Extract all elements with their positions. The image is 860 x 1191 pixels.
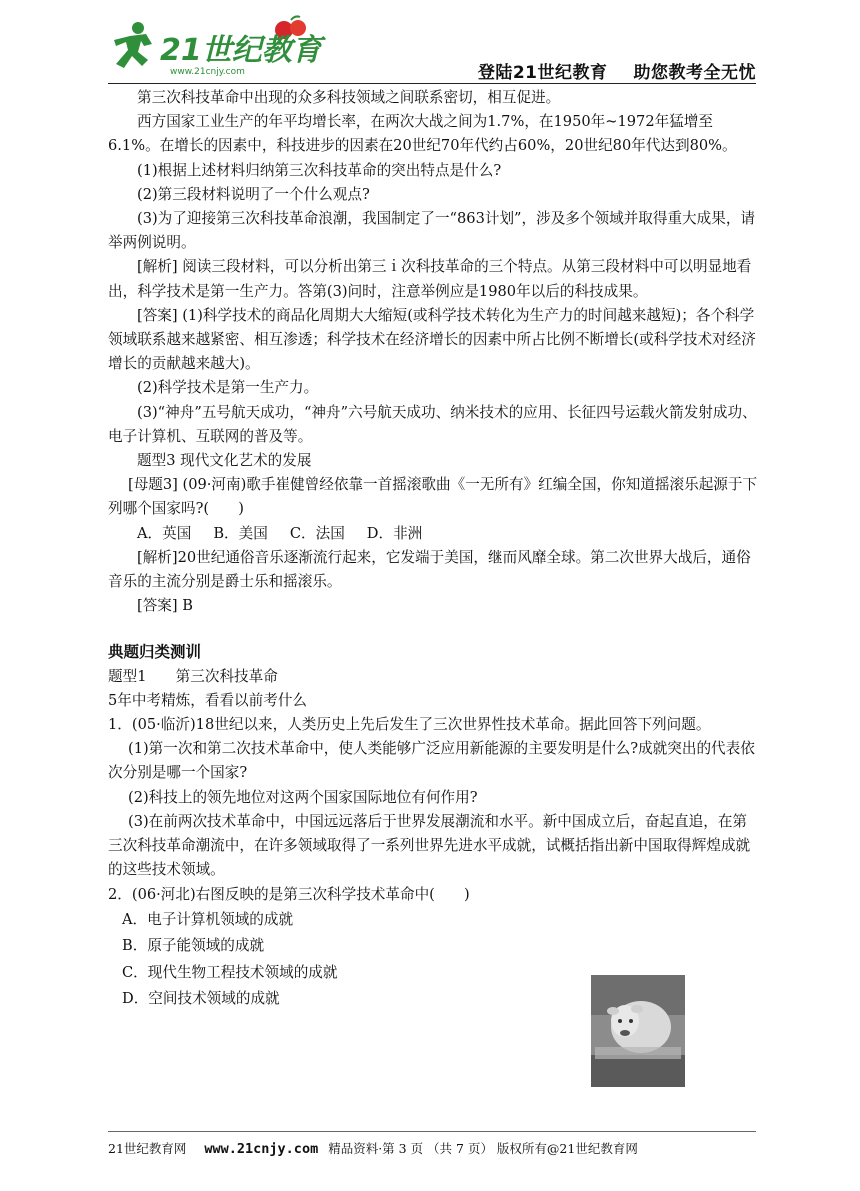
page-footer xyxy=(108,1139,758,1157)
intro-line: 5年中考精炼，看看以前考什么 xyxy=(108,691,308,709)
option-a: A．电子计算机领域的成就 xyxy=(122,910,294,928)
logo-url: www.21cnjy.com xyxy=(170,67,245,77)
paragraph: 第三次科技革命中出现的众多科技领域之间联系密切，相互促进。 xyxy=(137,89,561,106)
analysis: [解析]20世纪通俗音乐逐渐流行起来，它发端于美国，继而风靡全球。第二次世界大战后，通俗音乐的主流分别是爵士乐和摇滚乐。 xyxy=(108,548,751,591)
footer-url[interactable]: www.21cnjy.com xyxy=(204,1141,319,1157)
answer-options xyxy=(108,522,758,546)
answer: (2)科学技术是第一生产力。 xyxy=(137,379,319,397)
footer-info: 精品资料·第 3 页 （共 7 页） 版权所有@21世纪教育网 xyxy=(328,1141,638,1156)
exam-subquestion: (1)第一次和第二次技术革命中，使人类能够广泛应用新能源的主要发明是什么?成就突出的代表依次分别是哪一个国家? xyxy=(108,740,755,782)
option-b: B．原子能领域的成就 xyxy=(122,937,265,955)
question: (2)第三段材料说明了一个什么观点? xyxy=(137,185,370,203)
sheep-photo xyxy=(591,975,685,1087)
option-a: A．英国 xyxy=(137,524,192,542)
option-c: C．现代生物工程技术领域的成就 xyxy=(122,963,338,981)
topic-heading: 题型1 第三次科技革命 xyxy=(108,667,278,685)
logo-text: 21世纪教育 xyxy=(160,33,322,68)
question: (3)为了迎接第三次科技革命浪潮，我国制定了一“863计划”，涉及多个领域并取得重大成果，请举两例说明。 xyxy=(108,210,756,252)
runner-icon xyxy=(114,22,152,68)
question: (1)根据上述材料归纳第三次科技革命的突出特点是什么? xyxy=(137,161,502,179)
answer: (3)“神舟”五号航天成功，“神舟”六号航天成功、纳米技术的应用、长征四号运载火箭发射成功、电子计算机、互联网的普及等。 xyxy=(108,403,757,445)
option-b: B．美国 xyxy=(213,524,268,542)
footer-site: 21世纪教育网 xyxy=(108,1141,187,1156)
header-slogan xyxy=(452,58,756,83)
slogan-login: 登陆21世纪教育 xyxy=(477,63,608,83)
option-d: D．空间技术领域的成就 xyxy=(122,990,280,1008)
header-divider xyxy=(108,83,756,84)
analysis: [解析] 阅读三段材料，可以分析出第三ｉ次科技革命的三个特点。从第三段材料中可以明显地看出，科学技术是第一生产力。答第(3)问时，注意举例应是1980年以后的科技成果。 xyxy=(108,258,752,300)
exam-subquestion: (3)在前两次技术革命中，中国远远落后于世界发展潮流和水平。新中国成立后，奋起直追，在第三次科技革命潮流中，在许多领域取得了一系列世界先进水平成就，试概括指出新中国取得辉煌成就的这些技术领域。 xyxy=(108,812,751,879)
site-logo xyxy=(108,14,338,80)
topic-heading: 题型3 现代文化艺术的发展 xyxy=(137,452,312,470)
document-body xyxy=(108,86,758,1013)
footer-divider xyxy=(108,1131,756,1132)
option-c: C．法国 xyxy=(289,524,345,542)
slogan-help: 助您教考全无忧 xyxy=(633,63,756,83)
exam-item: 1．(05·临沂)18世纪以来，人类历史上先后发生了三次世界性技术革命。据此回答下列问题。 xyxy=(108,716,711,734)
section-title: 典题归类测训 xyxy=(108,643,202,662)
exam-subquestion: (2)科技上的领先地位对这两个国家国际地位有何作用? xyxy=(128,788,478,806)
sheep-icon xyxy=(591,975,685,1087)
page-header xyxy=(108,14,756,84)
answer: [答案] (1)科学技术的商品化周期大大缩短(或科学技术转化为生产力的时间越来越短)；各个科学领域联系越来越紧密、相互渗透；科学技术在经济增长的因素中所占比例不断增长(或科学技术对经济增长的贡献越来越大)。 xyxy=(108,306,756,373)
exam-item: 2．(06·河北)右图反映的是第三次科学技术革命中( ) xyxy=(108,885,470,903)
answer: [答案] B xyxy=(137,597,193,615)
paragraph: 西方国家工业生产的年平均增长率，在两次大战之间为1.7%，在1950年~1972年猛增至6.1%。在增长的因素中，科技进步的因素在20世纪70年代约占60%，20世纪80年代达到80%。 xyxy=(108,113,737,155)
mother-question: [母题3] (09·河南)歌手崔健曾经依靠一首摇滚歌曲《一无所有》红编全国，你知道摇滚乐起源于下列哪个国家吗?( ) xyxy=(108,476,758,518)
option-d: D．非洲 xyxy=(366,524,423,542)
